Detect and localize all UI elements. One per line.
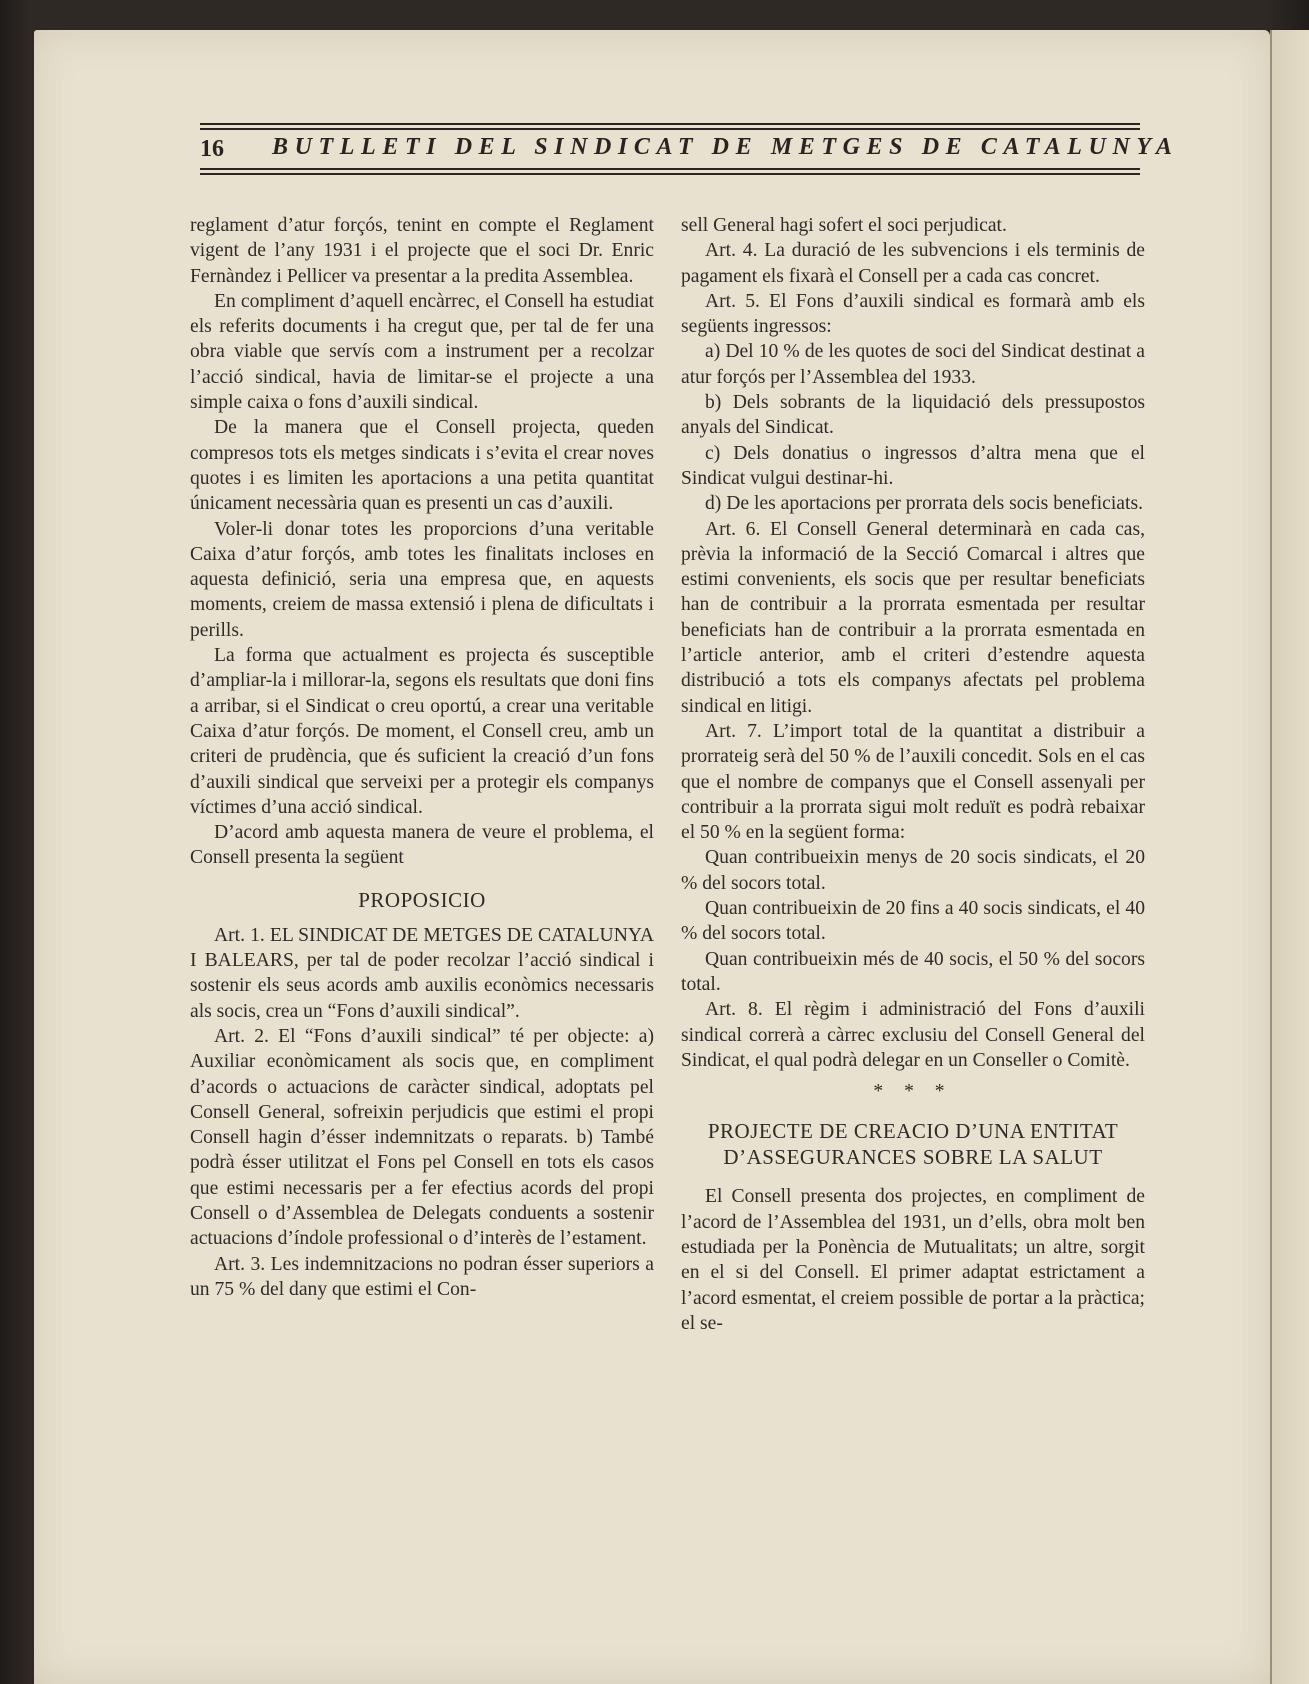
article-3: Art. 3. Les indemnitzacions no podran ésser superiors a un 75 % del dany que estimi el Con-: [190, 1253, 654, 1300]
article-2: Art. 2. El “Fons d’auxili sindical” té per objecte: a) Auxiliar econòmicament als socis que, en compliment d’acords o actuacions de caràcter sindical, adoptats pel Consell General, sofreixin perjudicis que estimi el propi Consell hagin d’ésser indemnitzats o reparats. b) També podrà ésser utilitzat el Fons pel Consell en tots els casos que estimi necessaris per a fer efectius acords del propi Consell o d’Assemblea de Delegats conduents a sostenir actuacions d’índole professional o d’interès de l’estament.: [190, 1025, 654, 1250]
header-rule-top-inner: [200, 128, 1140, 130]
paragraph: En compliment d’aquell encàrrec, el Consell ha estudiat els referits documents i ha cregut que, per tal de fer una obra viable que servís com a instrument per a recolzar l’acció sindical, havia de limitar-se el projecte a una simple caixa o fons d’auxili sindical.: [190, 290, 654, 414]
article-5: Art. 5. El Fons d’auxili sindical es formarà amb els següents ingressos:: [681, 290, 1145, 338]
paragraph: sell General hagi sofert el soci perjudicat.: [681, 215, 1007, 236]
paragraph: Voler-li donar totes les proporcions d’una veritable Caixa d’atur forçós, amb totes les finalitats incloses en aquesta definició, seria una empresa que, en aquests moments, creiem de massa extensió i plena de dificultats i perills.: [190, 518, 654, 641]
list-item-d: d) De les aportacions per prorrata dels socis beneficiats.: [705, 493, 1143, 515]
rate-clause-3: Quan contribueixin més de 40 socis, el 50 % del socors total.: [681, 948, 1145, 995]
paragraph: La forma que actualment es projecta és susceptible d’ampliar-la i millorar-la, segons els resultats que doni fins a arribar, si el Sindicat o creu oportú, a crear una veritable Caixa d’atur forçós. De moment, el Consell creu, amb un criteri de prudència, que és suficient la creació d’un fons d’auxili sindical que serveixi per a protegir els companys víctimes d’una acció sindical.: [190, 645, 654, 818]
page-header: [200, 118, 1179, 180]
list-item-b: b) Dels sobrants de la liquidació dels pressupostos anyals del Sindicat.: [681, 392, 1145, 439]
rate-clause-2: Quan contribueixin de 20 fins a 40 socis sindicats, el 40 % del socors total.: [681, 898, 1145, 945]
rate-clause-1: Quan contribueixin menys de 20 socis sindicats, el 20 % del socors total.: [681, 847, 1145, 894]
paragraph: El Consell presenta dos projectes, en compliment de l’acord de l’Assemblea del 1931, un d’ells, obra molt ben estudiada per la Ponència de Mutualitats; un altre, sorgit en el si del Consell. El primer adaptat estrictament a l’acord esmentat, el creiem possible de portar a la pràctica; el se-: [681, 1186, 1145, 1334]
article-1: Art. 1. EL SINDICAT DE METGES DE CATALUNYA I BALEARS, per tal de poder recolzar l’acció sindical i sostenir els seus acords amb auxilis econòmics necessaris als socis, crea un “Fons d’auxili sindical”.: [190, 924, 654, 1022]
article-6: Art. 6. El Consell General determinarà en cada cas, prèvia la informació de la Secció Comarcal i altres que estimi convenients, els socis que per resultar beneficiats han de contribuir a la prorrata esmentada per resultar beneficiats han de contribuir a la prorrata esmentada en l’article anterior, amb el criteri d’estendre aquesta distribució a tots els companys afectats pel problema sindical en litigi.: [681, 518, 1145, 717]
section-separator: * * *: [873, 1081, 953, 1103]
article-8: Art. 8. El règim i administració del Fons d’auxili sindical correrà a càrrec exclusiu del Consell General del Sindicat, el qual podrà delegar en un Conseller o Comitè.: [681, 999, 1145, 1071]
header-rule-top: [200, 123, 1140, 125]
left-column: [190, 213, 654, 1302]
section-heading-projecte: PROJECTE DE CREACIO D’UNA ENTITAT D’ASSEGURANCES SOBRE LA SALUT: [707, 1119, 1119, 1170]
running-title: BUTLLETI DEL SINDICAT DE METGES DE CATALUNYA: [272, 134, 1179, 160]
paragraph: De la manera que el Consell projecta, queden compresos tots els metges sindicats i s’evita el crear noves quotes i es limiten les aportacions a una petita quantitat únicament necessària quan es presenti un cas d’auxili.: [190, 417, 654, 515]
section-heading-proposicio: PROPOSICIO: [358, 887, 486, 912]
paragraph: D’acord amb aquesta manera de veure el problema, el Consell presenta la següent: [190, 822, 654, 869]
right-column: [681, 213, 1145, 1336]
paragraph: reglament d’atur forçós, tenint en compte el Reglament vigent de l’any 1931 i el projecte que el soci Dr. Enric Fernàndez i Pellicer va presentar a la predita Assemblea.: [190, 215, 654, 287]
header-rule-bottom-inner: [200, 173, 1140, 175]
list-item-c: c) Dels donatius o ingressos d’altra mena que el Sindicat vulgui destinar-hi.: [681, 442, 1145, 489]
article-4: Art. 4. La duració de les subvencions i els terminis de pagament els fixarà el Consell per a cada cas concret.: [681, 240, 1145, 287]
article-7: Art. 7. L’import total de la quantitat a distribuir a prorrateig serà del 50 % de l’auxili concedit. Sols en el cas que el nombre de companys que el Consell assenyali per contribuir a la prorrata sigui molt reduït es podrà rebaixar el 50 % en la següent forma:: [681, 720, 1145, 844]
list-item-a: a) Del 10 % de les quotes de soci del Sindicat destinat a atur forçós per l’Assemblea del 1933.: [681, 341, 1145, 388]
next-page-edge: [1270, 30, 1309, 1684]
page-number: 16: [200, 136, 224, 162]
header-rule-bottom: [200, 168, 1140, 170]
